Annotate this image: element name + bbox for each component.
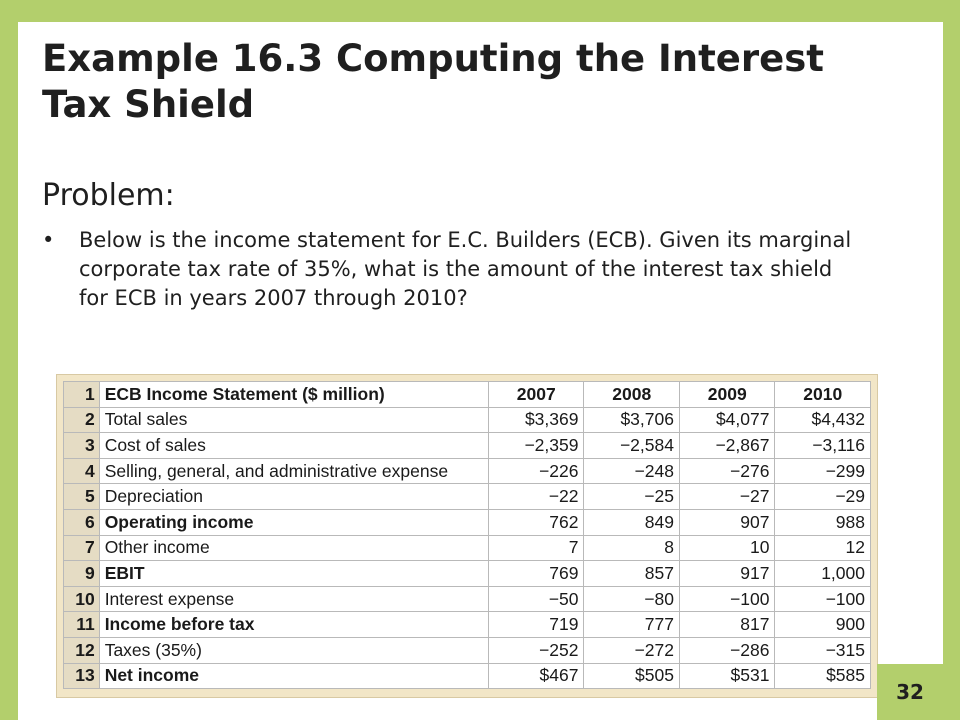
row-number: 11 (64, 612, 100, 638)
cell-value: 7 (488, 535, 584, 561)
row-number: 6 (64, 509, 100, 535)
year-header: 2007 (488, 382, 584, 408)
table-header-row (64, 382, 871, 408)
row-label: Net income (99, 663, 488, 689)
table-row (64, 561, 871, 587)
cell-value: 769 (488, 561, 584, 587)
table-row (64, 535, 871, 561)
row-number: 10 (64, 586, 100, 612)
row-label: Depreciation (99, 484, 488, 510)
year-header: 2008 (584, 382, 680, 408)
row-label: Other income (99, 535, 488, 561)
bullet-text: Below is the income statement for E.C. Builders (ECB). Given its marginal corporate tax rate of 35%, what is the amount of the interest tax shield for ECB in years 2007 through 2010? (79, 228, 852, 310)
cell-value: 8 (584, 535, 680, 561)
cell-value: $531 (679, 663, 775, 689)
cell-value: −286 (679, 637, 775, 663)
cell-value: −2,867 (679, 433, 775, 459)
cell-value: −226 (488, 458, 584, 484)
cell-value: 762 (488, 509, 584, 535)
row-label: Interest expense (99, 586, 488, 612)
table-row (64, 663, 871, 689)
table-row (64, 407, 871, 433)
cell-value: −299 (775, 458, 871, 484)
table-row (64, 509, 871, 535)
row-number: 7 (64, 535, 100, 561)
cell-value: 857 (584, 561, 680, 587)
row-number: 9 (64, 561, 100, 587)
cell-value: −2,359 (488, 433, 584, 459)
cell-value: −2,584 (584, 433, 680, 459)
table-row (64, 586, 871, 612)
cell-value: −100 (679, 586, 775, 612)
table-row (64, 612, 871, 638)
cell-value: −27 (679, 484, 775, 510)
table-row (64, 458, 871, 484)
slide (18, 22, 943, 720)
cell-value: −3,116 (775, 433, 871, 459)
cell-value: $505 (584, 663, 680, 689)
cell-value: $3,706 (584, 407, 680, 433)
row-label: Total sales (99, 407, 488, 433)
table-row (64, 637, 871, 663)
income-statement-table-frame (56, 374, 878, 698)
row-number: 13 (64, 663, 100, 689)
cell-value: 988 (775, 509, 871, 535)
cell-value: 817 (679, 612, 775, 638)
row-number: 3 (64, 433, 100, 459)
cell-value: 1,000 (775, 561, 871, 587)
row-label: EBIT (99, 561, 488, 587)
cell-value: 917 (679, 561, 775, 587)
row-label: Operating income (99, 509, 488, 535)
row-label: Taxes (35%) (99, 637, 488, 663)
cell-value: 907 (679, 509, 775, 535)
cell-value: $585 (775, 663, 871, 689)
row-number: 5 (64, 484, 100, 510)
cell-value: $3,369 (488, 407, 584, 433)
cell-value: 900 (775, 612, 871, 638)
year-header: 2010 (775, 382, 871, 408)
income-statement-table (63, 381, 871, 689)
cell-value: 12 (775, 535, 871, 561)
cell-value: −248 (584, 458, 680, 484)
cell-value: −100 (775, 586, 871, 612)
row-number: 1 (64, 382, 100, 408)
table-caption: ECB Income Statement ($ million) (99, 382, 488, 408)
table-row (64, 484, 871, 510)
cell-value: −252 (488, 637, 584, 663)
cell-value: 849 (584, 509, 680, 535)
cell-value: −272 (584, 637, 680, 663)
row-label: Cost of sales (99, 433, 488, 459)
cell-value: −315 (775, 637, 871, 663)
cell-value: −29 (775, 484, 871, 510)
cell-value: $4,077 (679, 407, 775, 433)
cell-value: −50 (488, 586, 584, 612)
table-row (64, 433, 871, 459)
year-header: 2009 (679, 382, 775, 408)
cell-value: 10 (679, 535, 775, 561)
cell-value: 719 (488, 612, 584, 638)
cell-value: 777 (584, 612, 680, 638)
page-number: 32 (877, 664, 943, 720)
bullet-marker: • (42, 228, 55, 252)
row-number: 12 (64, 637, 100, 663)
cell-value: −25 (584, 484, 680, 510)
cell-value: −276 (679, 458, 775, 484)
row-label: Selling, general, and administrative expense (99, 458, 488, 484)
cell-value: −80 (584, 586, 680, 612)
slide-title: Example 16.3 Computing the Interest Tax Shield (42, 37, 824, 126)
row-number: 4 (64, 458, 100, 484)
cell-value: −22 (488, 484, 584, 510)
cell-value: $4,432 (775, 407, 871, 433)
row-number: 2 (64, 407, 100, 433)
cell-value: $467 (488, 663, 584, 689)
problem-bullet (42, 226, 862, 313)
problem-heading: Problem: (42, 178, 175, 213)
row-label: Income before tax (99, 612, 488, 638)
